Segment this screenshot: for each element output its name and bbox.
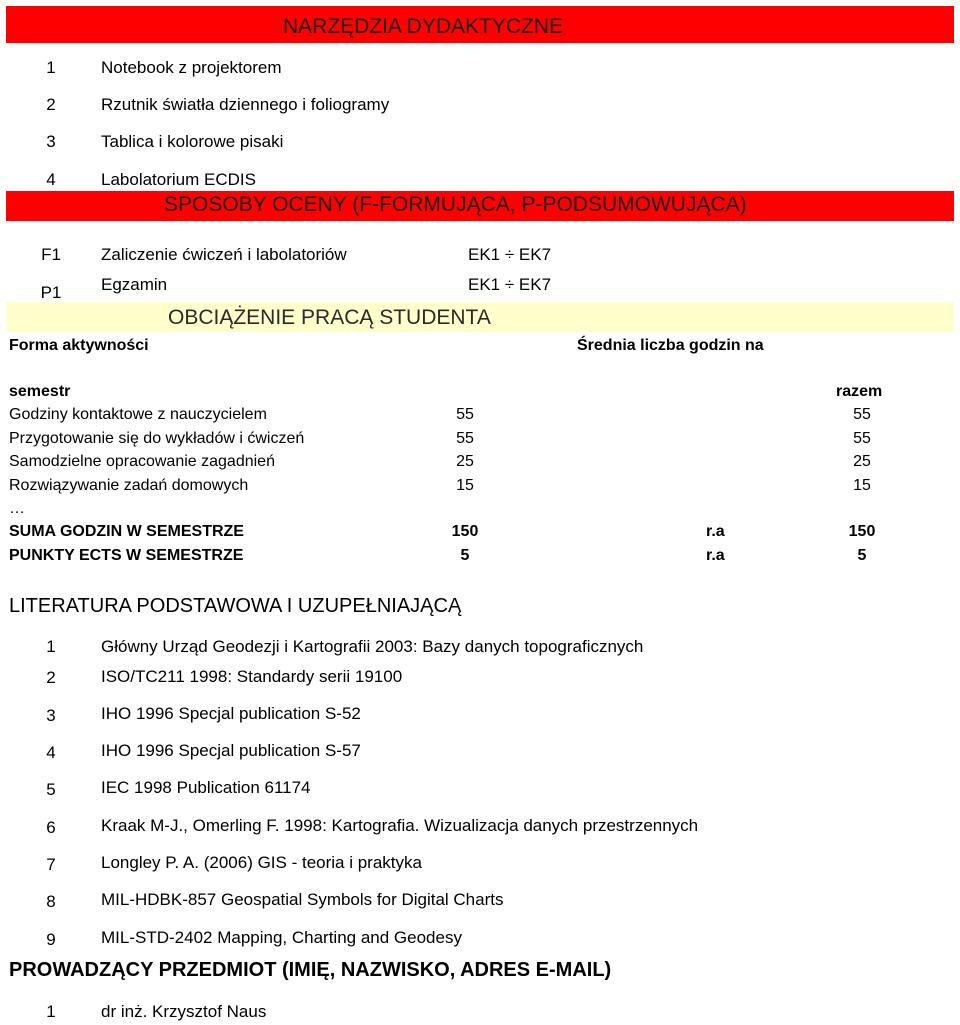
workload-col-total: razem	[836, 383, 883, 400]
literature-item-text: IHO 1996 Specjal publication S-57	[101, 741, 361, 760]
literature-item-text: Kraak M-J., Omerling F. 1998: Kartografia. Wizualizacja danych przestrzennych	[101, 816, 699, 835]
assessment-text: Egzamin	[101, 275, 168, 294]
assessment-text: Zaliczenie ćwiczeń i labolatoriów	[101, 245, 347, 264]
tools-item-text: Tablica i kolorowe pisaki	[101, 132, 284, 151]
workload-row-total: 25	[853, 453, 871, 470]
workload-row-label: Rozwiązywanie zadań domowych	[9, 477, 249, 494]
workload-row-label: Godziny kontaktowe z nauczycielem	[9, 406, 267, 423]
workload-row-value: 25	[456, 453, 474, 470]
literature-item-num: 8	[46, 892, 56, 911]
instructor-title: PROWADZĄCY PRZEDMIOT (IMIĘ, NAZWISKO, ADRES E-MAIL)	[9, 959, 612, 981]
workload-ects-total: 5	[857, 547, 867, 564]
tools-item-num: 4	[46, 170, 56, 189]
literature-item-num: 1	[46, 637, 56, 656]
literature-item-text: IEC 1998 Publication 61174	[101, 778, 311, 797]
tools-item-text: Notebook z projektorem	[101, 58, 282, 77]
workload-col-semester: semestr	[9, 383, 71, 400]
literature-item-num: 7	[46, 855, 56, 874]
tools-item-text: Rzutnik światła dziennego i foliogramy	[101, 95, 390, 114]
workload-row-value: 15	[456, 477, 474, 494]
workload-ects-unit: r.a	[706, 547, 725, 564]
workload-col-avg: Średnia liczba godzin na	[577, 337, 764, 354]
literature-item-num: 5	[46, 780, 56, 799]
workload-ellipsis: …	[9, 500, 25, 517]
literature-title: LITERATURA PODSTAWOWA I UZUPEŁNIAJĄCĄ	[9, 595, 462, 617]
literature-item-text: ISO/TC211 1998: Standardy serii 19100	[101, 667, 403, 686]
workload-row-value: 55	[456, 430, 474, 447]
workload-row-value: 55	[456, 406, 474, 423]
workload-sum-unit: r.a	[706, 523, 725, 540]
workload-row-label: Przygotowanie się do wykładów i ćwiczeń	[9, 430, 305, 447]
workload-sum-label: SUMA GODZIN W SEMESTRZE	[9, 523, 244, 540]
workload-ects-label: PUNKTY ECTS W SEMESTRZE	[9, 547, 244, 564]
workload-sum-value: 150	[451, 523, 479, 540]
workload-row-total: 15	[853, 477, 871, 494]
literature-item-num: 2	[46, 668, 56, 687]
literature-item-num: 6	[46, 818, 56, 837]
literature-item-text: MIL-HDBK-857 Geospatial Symbols for Digital Charts	[101, 890, 504, 909]
assessment-title: SPOSOBY OCENY (F-FORMUJĄCA, P-PODSUMOWUJĄCA)	[164, 193, 747, 216]
tools-item-text: Labolatorium ECDIS	[101, 170, 256, 189]
instructor-item-text: dr inż. Krzysztof Naus	[101, 1002, 267, 1021]
workload-row-total: 55	[853, 406, 871, 423]
assessment-code: F1	[41, 245, 61, 264]
literature-item-num: 9	[46, 930, 56, 949]
assessment-effects: EK1 ÷ EK7	[468, 275, 552, 294]
assessment-code: P1	[40, 283, 62, 302]
workload-row-label: Samodzielne opracowanie zagadnień	[9, 453, 275, 470]
instructor-item-num: 1	[46, 1002, 56, 1021]
literature-item-text: Longley P. A. (2006) GIS - teoria i praktyka	[101, 853, 422, 872]
workload-ects-value: 5	[460, 547, 470, 564]
workload-title: OBCIĄŻENIE PRACĄ STUDENTA	[168, 306, 491, 329]
tools-title: NARZĘDZIA DYDAKTYCZNE	[283, 15, 564, 38]
assessment-effects: EK1 ÷ EK7	[468, 245, 552, 264]
tools-item-num: 1	[46, 58, 56, 77]
tools-item-num: 3	[46, 132, 56, 151]
workload-col-form: Forma aktywności	[9, 337, 149, 354]
literature-item-num: 4	[46, 743, 56, 762]
workload-sum-total: 150	[848, 523, 876, 540]
literature-item-text: MIL-STD-2402 Mapping, Charting and Geodesy	[101, 928, 462, 947]
workload-row-total: 55	[853, 430, 871, 447]
literature-item-text: Główny Urząd Geodezji i Kartografii 2003: Bazy danych topograficznych	[101, 637, 644, 656]
tools-item-num: 2	[46, 95, 56, 114]
literature-item-num: 3	[46, 706, 56, 725]
literature-item-text: IHO 1996 Specjal publication S-52	[101, 704, 361, 723]
